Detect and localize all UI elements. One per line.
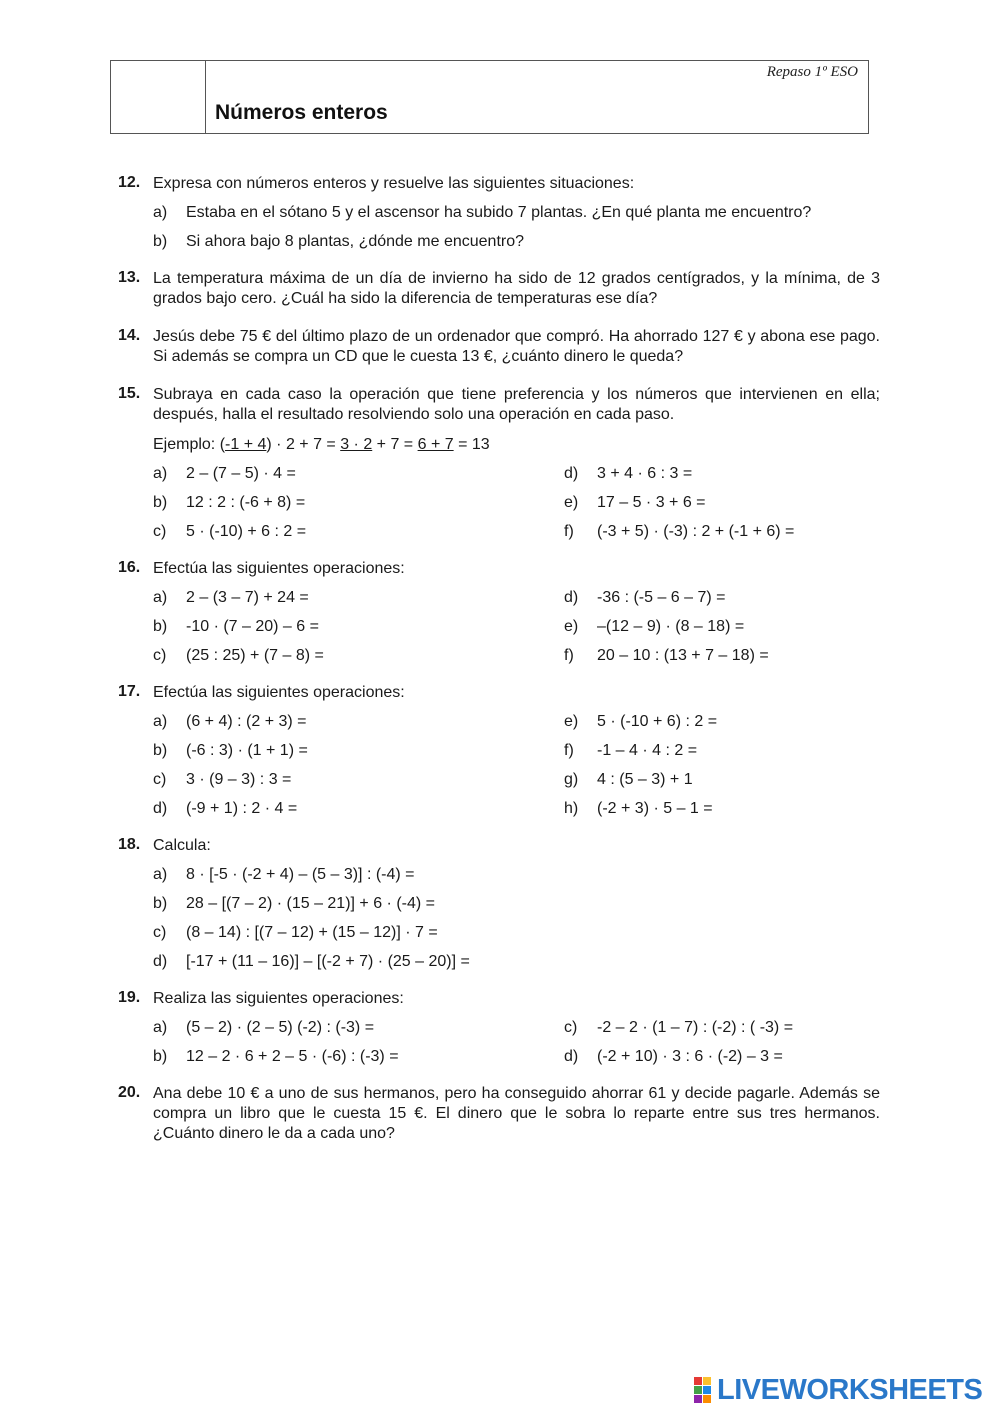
item-text: 2 – (7 – 5) · 4 = — [186, 465, 296, 482]
item-text: (25 : 25) + (7 – 8) = — [186, 647, 324, 664]
exercise-item — [153, 465, 564, 483]
logo-square — [703, 1386, 711, 1394]
item-letter: d) — [153, 953, 168, 970]
exercise-19 — [118, 989, 880, 1066]
exercise-15 — [118, 385, 880, 541]
item-letter: c) — [153, 771, 167, 788]
item-letter: a) — [153, 204, 168, 221]
exercise-item — [564, 1019, 880, 1037]
exercise-20 — [118, 1084, 880, 1144]
item-text: (5 – 2) · (2 – 5) (-2) : (-3) = — [186, 1019, 375, 1036]
underlined-operation: -1 + 4 — [225, 436, 267, 453]
item-letter: f) — [564, 523, 574, 540]
exercise-number: 17. — [118, 683, 141, 700]
exercise-item — [153, 771, 564, 789]
exercise-13 — [118, 269, 880, 309]
header-box — [110, 60, 869, 134]
item-text: (-2 + 3) · 5 – 1 = — [597, 800, 713, 817]
item-text: -2 – 2 · (1 – 7) : (-2) : ( -3) = — [597, 1019, 794, 1036]
exercise-statement: Expresa con números enteros y resuelve las siguientes situaciones: — [153, 175, 635, 192]
item-letter: c) — [153, 523, 167, 540]
item-text: -1 – 4 · 4 : 2 = — [597, 742, 698, 759]
exercise-item — [564, 800, 880, 818]
exercise-list — [118, 174, 880, 1162]
item-text: 3 + 4 · 6 : 3 = — [597, 465, 693, 482]
exercise-items — [153, 713, 880, 818]
exercise-item — [153, 589, 564, 607]
item-text: 20 – 10 : (13 + 7 – 18) = — [597, 647, 769, 664]
logo-square — [694, 1386, 702, 1394]
exercise-number: 14. — [118, 327, 141, 344]
item-letter: c) — [153, 647, 167, 664]
item-text: 5 · (-10) + 6 : 2 = — [186, 523, 307, 540]
item-letter: a) — [153, 866, 168, 883]
item-text: (6 + 4) : (2 + 3) = — [186, 713, 307, 730]
exercise-items — [153, 204, 880, 251]
page-title: Números enteros — [215, 101, 388, 124]
item-text: 5 · (-10 + 6) : 2 = — [597, 713, 718, 730]
item-text: 3 · (9 – 3) : 3 = — [186, 771, 292, 788]
exercise-statement: Realiza las siguientes operaciones: — [153, 990, 404, 1007]
item-text: 12 : 2 : (-6 + 8) = — [186, 494, 306, 511]
exercise-number: 20. — [118, 1084, 141, 1101]
exercise-item — [153, 895, 880, 913]
item-letter: e) — [564, 713, 579, 730]
example-text: = 13 — [453, 436, 490, 453]
exercise-number: 13. — [118, 269, 141, 286]
exercise-statement: Calcula: — [153, 837, 211, 854]
exercise-item — [153, 494, 564, 512]
underlined-operation: 3 · 2 — [340, 436, 373, 453]
exercise-item — [153, 924, 880, 942]
exercise-item — [564, 1048, 880, 1066]
item-text: (-2 + 10) · 3 : 6 · (-2) – 3 = — [597, 1048, 783, 1065]
exercise-12 — [118, 174, 880, 251]
item-text: -10 · (7 – 20) – 6 = — [186, 618, 319, 635]
item-text: -36 : (-5 – 6 – 7) = — [597, 589, 726, 606]
item-text: (-3 + 5) · (-3) : 2 + (-1 + 6) = — [597, 523, 795, 540]
item-letter: h) — [564, 800, 579, 817]
item-letter: a) — [153, 589, 168, 606]
exercise-item — [153, 1048, 564, 1066]
exercise-item — [153, 647, 564, 665]
exercise-item — [564, 771, 880, 789]
exercise-item — [564, 742, 880, 760]
liveworksheets-logo[interactable] — [694, 1373, 983, 1406]
exercise-statement: Subraya en cada caso la operación que tiene preferencia y los números que intervienen en ella; después, halla el resultado resolviendo solo una operación en cada paso. — [153, 386, 880, 423]
exercise-statement: Efectúa las siguientes operaciones: — [153, 684, 405, 701]
exercise-number: 15. — [118, 385, 141, 402]
item-letter: d) — [153, 800, 168, 817]
item-text: (8 – 14) : [(7 – 12) + (15 – 12)] · 7 = — [186, 924, 438, 941]
exercise-item — [153, 523, 564, 541]
exercise-item — [153, 713, 564, 731]
item-letter: b) — [153, 233, 168, 250]
exercise-18 — [118, 836, 880, 971]
item-text: [-17 + (11 – 16)] – [(-2 + 7) · (25 – 20)] = — [186, 953, 470, 970]
logo-square — [703, 1377, 711, 1385]
exercise-number: 12. — [118, 174, 141, 191]
item-letter: b) — [153, 494, 168, 511]
item-text: Si ahora bajo 8 plantas, ¿dónde me encuentro? — [186, 233, 525, 250]
exercise-statement: Ana debe 10 € a uno de sus hermanos, pero ha conseguido ahorrar 61 y decide pagarle. Además se compra un libro que le cuesta 15 €. El dinero que le sobra lo reparte entre sus tres hermanos. ¿Cuánto dinero le da a cada uno? — [153, 1085, 880, 1142]
item-letter: b) — [153, 895, 168, 912]
exercise-item — [564, 465, 880, 483]
exercise-item — [153, 800, 564, 818]
exercise-item — [153, 233, 880, 251]
item-letter: d) — [564, 465, 579, 482]
item-text: –(12 – 9) · (8 – 18) = — [597, 618, 745, 635]
item-letter: a) — [153, 713, 168, 730]
item-text: Estaba en el sótano 5 y el ascensor ha subido 7 plantas. ¿En qué planta me encuentro? — [186, 204, 812, 221]
exercise-item — [564, 647, 880, 665]
worked-example — [153, 435, 880, 455]
item-text: 12 – 2 · 6 + 2 – 5 · (-6) : (-3) = — [186, 1048, 399, 1065]
exercise-statement: Efectúa las siguientes operaciones: — [153, 560, 405, 577]
exercise-number: 18. — [118, 836, 141, 853]
exercise-item — [153, 204, 880, 222]
logo-text: LIVEWORKSHEETS — [717, 1373, 983, 1406]
exercise-items — [153, 465, 880, 541]
exercise-item — [564, 494, 880, 512]
item-text: 28 – [(7 – 2) · (15 – 21)] + 6 · (-4) = — [186, 895, 435, 912]
item-letter: a) — [153, 465, 168, 482]
exercise-item — [153, 866, 880, 884]
exercise-17 — [118, 683, 880, 818]
exercise-item — [153, 1019, 564, 1037]
item-text: 8 · [-5 · (-2 + 4) – (5 – 3)] : (-4) = — [186, 866, 415, 883]
underlined-operation: 6 + 7 — [417, 436, 454, 453]
exercise-items — [153, 589, 880, 665]
item-letter: b) — [153, 1048, 168, 1065]
logo-square — [694, 1395, 702, 1403]
item-letter: e) — [564, 618, 579, 635]
exercise-item — [564, 589, 880, 607]
example-text: Ejemplo: ( — [153, 436, 226, 453]
header-divider — [205, 61, 206, 133]
exercise-16 — [118, 559, 880, 665]
example-text: + 7 = — [372, 436, 418, 453]
item-letter: c) — [153, 924, 167, 941]
exercise-item — [153, 618, 564, 636]
logo-square — [694, 1377, 702, 1385]
exercise-items — [153, 866, 880, 971]
course-label: Repaso 1º ESO — [766, 64, 858, 80]
item-letter: b) — [153, 742, 168, 759]
item-text: 4 : (5 – 3) + 1 — [597, 771, 693, 788]
item-text: 2 – (3 – 7) + 24 = — [186, 589, 309, 606]
exercise-14 — [118, 327, 880, 367]
logo-square — [703, 1395, 711, 1403]
item-text: 17 – 5 · 3 + 6 = — [597, 494, 706, 511]
exercise-statement: La temperatura máxima de un día de invierno ha sido de 12 grados centígrados, y la mínima, de 3 grados bajo cero. ¿Cuál ha sido la diferencia de temperaturas ese día? — [153, 270, 880, 307]
exercise-statement: Jesús debe 75 € del último plazo de un ordenador que compró. Ha ahorrado 127 € y abona ese pago. Si además se compra un CD que le cuesta 13 €, ¿cuánto dinero le queda? — [153, 328, 880, 365]
exercise-number: 16. — [118, 559, 141, 576]
item-letter: f) — [564, 647, 574, 664]
exercise-item — [564, 618, 880, 636]
exercise-number: 19. — [118, 989, 141, 1006]
item-letter: e) — [564, 494, 579, 511]
example-text: ) · 2 + 7 = — [266, 436, 341, 453]
liveworksheets-icon — [694, 1377, 711, 1403]
item-letter: d) — [564, 1048, 579, 1065]
exercise-item — [153, 742, 564, 760]
exercise-item — [153, 953, 880, 971]
item-letter: b) — [153, 618, 168, 635]
exercise-items — [153, 1019, 880, 1066]
item-letter: g) — [564, 771, 579, 788]
item-text: (-6 : 3) · (1 + 1) = — [186, 742, 308, 759]
item-letter: d) — [564, 589, 579, 606]
item-text: (-9 + 1) : 2 · 4 = — [186, 800, 298, 817]
item-letter: a) — [153, 1019, 168, 1036]
item-letter: c) — [564, 1019, 578, 1036]
exercise-item — [564, 523, 880, 541]
exercise-item — [564, 713, 880, 731]
item-letter: f) — [564, 742, 574, 759]
